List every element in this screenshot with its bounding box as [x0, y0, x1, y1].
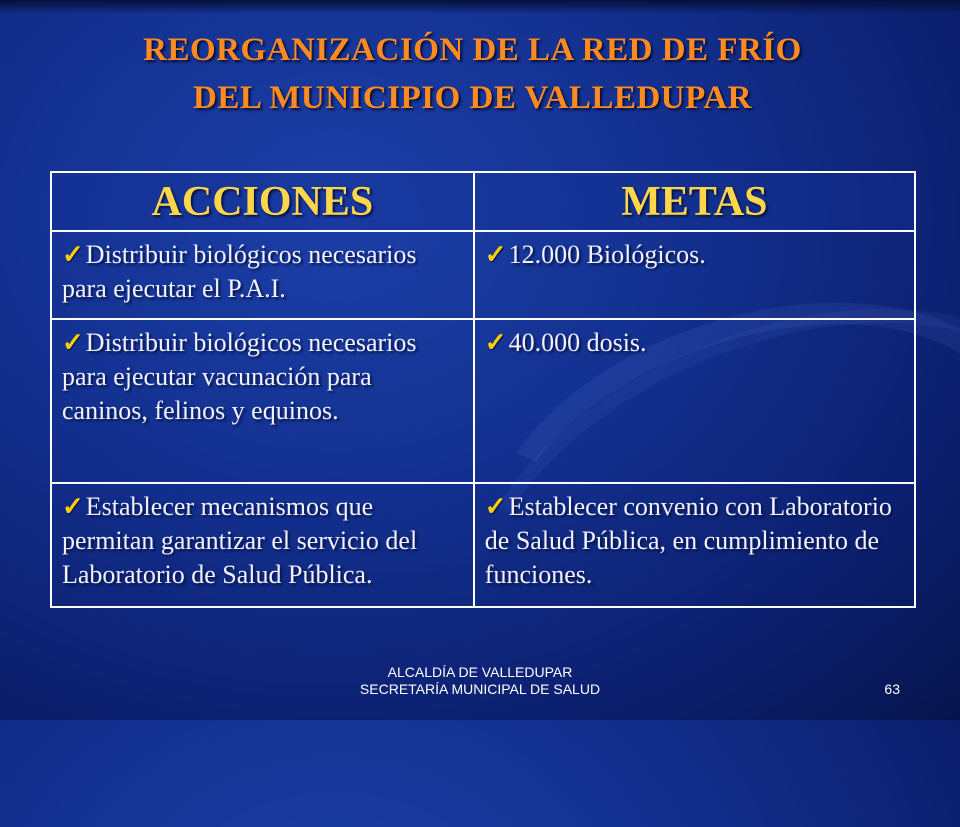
slide-title [0, 26, 945, 122]
check-mark-icon: ✓ [484, 328, 507, 357]
accion-cell [51, 483, 474, 607]
check-mark-icon: ✓ [62, 492, 84, 521]
title-line-1: REORGANIZACIÓN DE LA RED DE FRÍO [143, 32, 802, 68]
accion-text: Establecer mecanismos que permitan garantizar el servicio del Laboratorio de Salud Pública. [62, 492, 418, 589]
footer-line-2: SECRETARÍA MUNICIPAL DE SALUD [359, 681, 601, 697]
meta-cell [474, 231, 915, 319]
meta-text: 40.000 dosis. [508, 328, 647, 357]
accion-cell [51, 231, 474, 319]
header-metas: METAS [474, 172, 915, 231]
table-header-row [51, 172, 915, 231]
accion-text: Distribuir biológicos necesarios para ejecutar vacunación para caninos, felinos y equinos. [62, 328, 417, 425]
check-mark-icon: ✓ [62, 240, 84, 269]
accion-cell [51, 319, 474, 483]
table-row [51, 319, 915, 483]
accion-text: Distribuir biológicos necesarios para ejecutar el P.A.I. [62, 240, 417, 303]
meta-text: Establecer convenio con Laboratorio de Salud Pública, en cumplimiento de funciones. [484, 492, 892, 589]
check-mark-icon: ✓ [62, 328, 84, 357]
footer-line-1: ALCALDÍA DE VALLEDUPAR [387, 664, 573, 680]
top-dark-band [0, 0, 960, 14]
footer [260, 664, 700, 698]
page-number: 63 [884, 681, 900, 697]
meta-text: 12.000 Biológicos. [508, 240, 706, 269]
check-mark-icon: ✓ [484, 492, 507, 521]
table-row [51, 483, 915, 607]
meta-cell [474, 483, 915, 607]
header-acciones: ACCIONES [51, 172, 474, 231]
table-row [51, 231, 915, 319]
meta-cell [474, 319, 915, 483]
check-mark-icon: ✓ [484, 240, 507, 269]
title-line-2: DEL MUNICIPIO DE VALLEDUPAR [193, 80, 752, 116]
actions-goals-table [50, 171, 916, 608]
